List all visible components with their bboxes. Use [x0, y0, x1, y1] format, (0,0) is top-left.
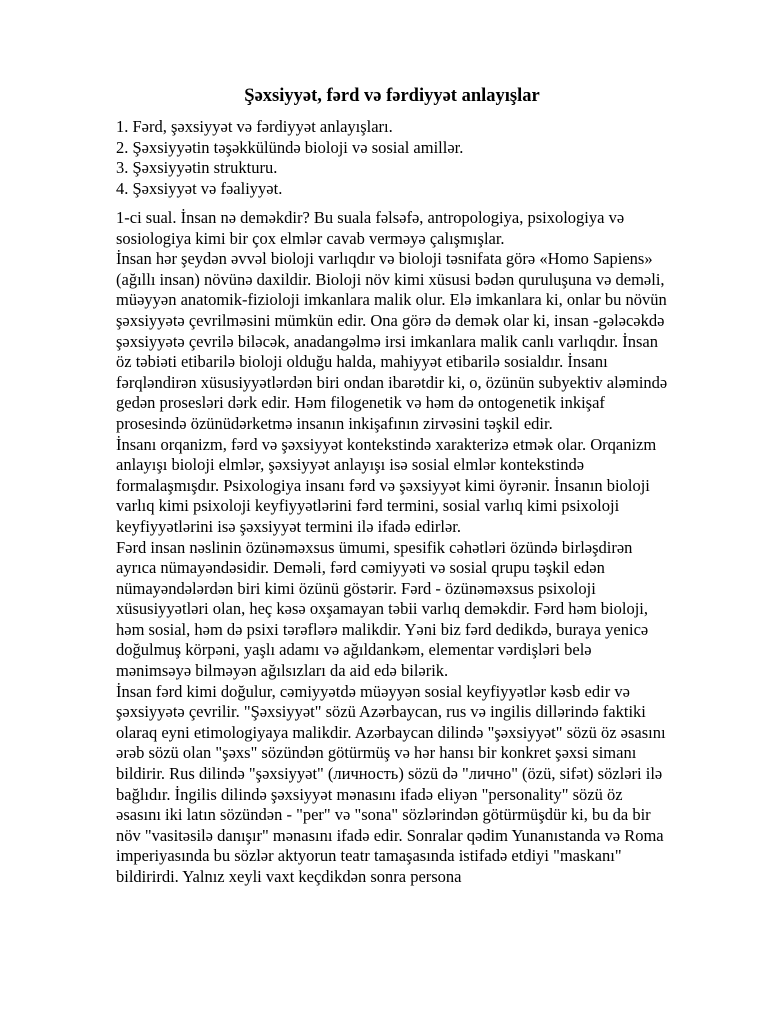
toc-item: 2. Şəxsiyyətin təşəkkülündə bioloji və sosial amillər. [116, 137, 464, 157]
paragraph-individual-definition: Fərd insan nəslinin özünəməxsus ümumi, spesifik cəhətləri özündə birləşdirən ayrıca nümayəndəsidir. Deməli, fərd cəmiyyəti və sosial qrupu təşkil edən nümayəndələrdən biri kimi özünü göstərir. Fərd - özünəməxsus psixoloji xüsusiyyətləri olan, heç kəsə oxşamayan təbii varlıq deməkdir. Fərd həm bioloji, həm sosial, həm də psixi tərəflərə malikdir. Yəni biz fərd dedikdə, buraya yenicə doğulmuş körpəni, yaşlı adamı və ağıldankəm, elementar vərdişləri belə mənimsəyə bilməyən ağılsızları da aid edə bilərik. [116, 537, 649, 681]
toc-item: 1. Fərd, şəxsiyyət və fərdiyyət anlayışları. [116, 117, 393, 136]
table-of-contents [116, 117, 668, 199]
toc-item: 4. Şəxsiyyət və fəaliyyət. [116, 178, 283, 198]
paragraph-biological-being: İnsan hər şeydən əvvəl bioloji varlıqdır və bioloji təsnifata görə «Homo Sapiens» (ağıllı insan) növünə daxildir. Bioloji növ kimi xüsusi bədən quruluşuna və deməli, müəyyən anatomik-fizioloji imkanlara malik olur. Elə imkanlara ki, onlar bu növün şəxsiyyətə çevrilməsini mümkün edir. Ona görə də demək olar ki, insan -gələcəkdə şəxsiyyətə çevrilə biləcək, anadangəlmə irsi imkanlara malik canlı varlıqdır. İnsan öz təbiəti etibarilə bioloji olduğu halda, mahiyyət etibarilə sosialdır. İnsanı fərqləndirən xüsusiyyətlərdən biri ondan ibarətdir ki, o, özünün subyektiv aləmində gedən prosesləri dərk edir. Həm filogenetik və həm də ontogenetik inkişaf prosesində özünüdərketmə insanın inkişafının zirvəsini təşkil edir. [116, 249, 668, 433]
toc-item: 3. Şəxsiyyətin strukturu. [116, 158, 278, 177]
paragraph-personality-etymology: İnsan fərd kimi doğulur, cəmiyyətdə müəyyən sosial keyfiyyətlər kəsb edir və şəxsiyyətə çevrilir. "Şəxsiyyət" sözü Azərbaycan, rus və ingilis dillərində faktiki olaraq eyni etimologiyaya malikdir. Azərbaycan dilində "şəxsiyyət" sözü öz əsasını ərəb sözü olan "şəxs" sözündən götürmüş və hər hansı bir konkret şəxsi simanı bildirir. Rus dilində "şəxsiyyət" (личность) sözü də "лично" (özü, sifət) sözləri ilə bağlıdır. İngilis dilində şəxsiyyət mənasını ifadə eliyən "personality" sözü öz əsasını iki latın sözündən - "per" və "sona" sözlərindən götürmüşdür ki, bu da bir növ "vasitəsilə danışır" mənasını ifadə edir. Sonralar qədim Yunanıstanda və Roma imperiyasında bu sözlər aktyorun teatr tamaşasında istifadə etdiyi "maskanı" bildirirdi. Yalnız xeyli vaxt keçdikdən sonra persona [116, 681, 666, 886]
paragraph-organism-individual-personality: İnsanı orqanizm, fərd və şəxsiyyət kontekstində xarakterizə etmək olar. Orqanizm anlayışı bioloji elmlər, şəxsiyyət anlayışı isə sosial elmlər kontekstində formalaşmışdır. Psixologiya insanı fərd və şəxsiyyət kimi öyrənir. İnsanın bioloji varlıq kimi psixoloji keyfiyyətlərini fərd termini, sosial varlıq kimi psixoloji keyfiyyətlərini isə şəxsiyyət termini ilə ifadə edirlər. [116, 434, 657, 536]
paragraph-question-1: 1-ci sual. İnsan nə deməkdir? Bu suala fəlsəfə, antropologiya, psixologiya və sosiologiya kimi bir çox elmlər cavab verməyə çalışmışlar. [116, 208, 625, 248]
document-body [116, 208, 668, 888]
page-title: Şəxsiyyət, fərd və fərdiyyət anlayışlar [244, 86, 540, 106]
